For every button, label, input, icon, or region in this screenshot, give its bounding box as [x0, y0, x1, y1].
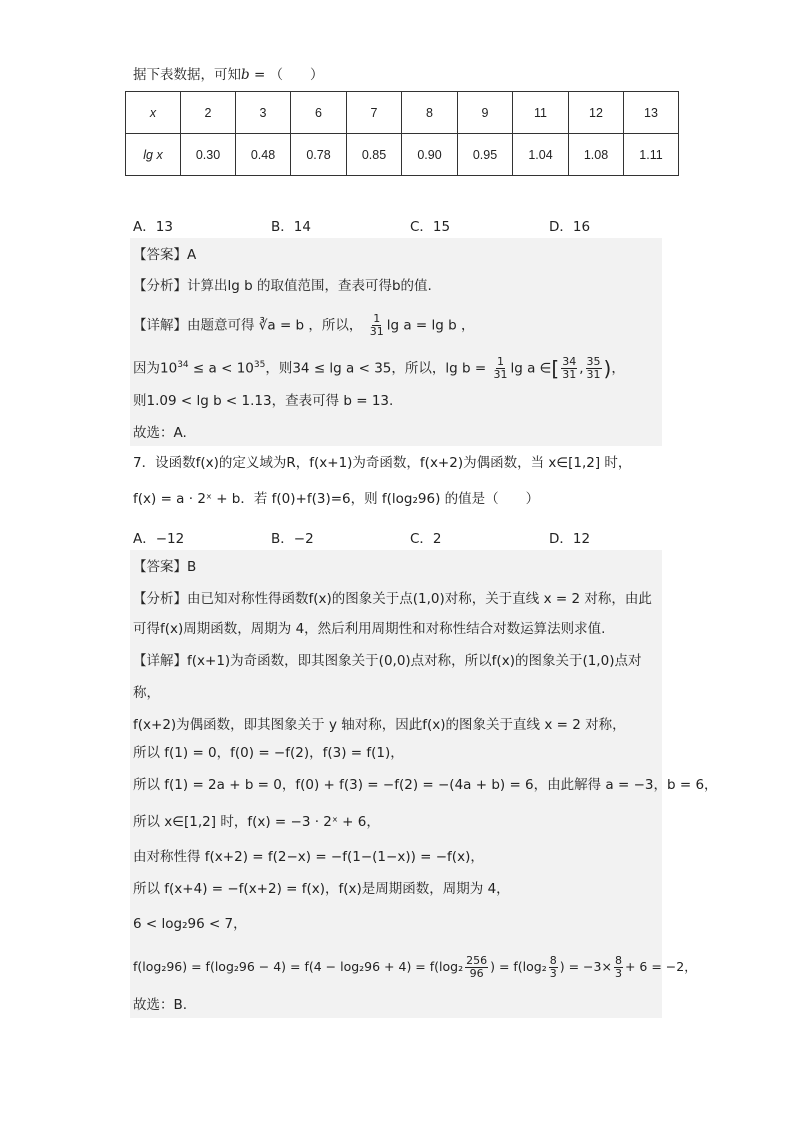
fraction — [465, 955, 488, 980]
q7-option-d: D．12 — [549, 531, 591, 547]
q6-analysis — [133, 277, 432, 295]
table-cell: 13 — [624, 92, 679, 134]
table-cell: lg x — [126, 134, 181, 176]
table-cell: 0.48 — [236, 134, 291, 176]
detail-text: f(x+1)为奇函数，即其图象关于(0,0)点对称，所以f(x)的图象关于(1,0)点对 — [187, 653, 642, 669]
analysis-label: 【分析】 — [133, 278, 187, 294]
q6-detail-2: 因为$10^{34} \le a < 10^{35}$，则34 ≤ lg a < 35，所以，lg b = $\frac{1}{31}$ lg a ∈[ $\frac{34}{31}$ , $\frac{35}{31}$ )， — [133, 355, 625, 381]
exponent: 34 — [177, 360, 189, 370]
detail-text: ，则34 ≤ lg a < 35，所以，lg b = — [265, 360, 487, 377]
detail-label: 【详解】 — [133, 653, 187, 669]
q7-detail-2: f(x+2)为偶函数，即其图象关于 y 轴对称，因此f(x)的图象关于直线 x = 2 对称， — [133, 717, 626, 733]
table-cell: 7 — [347, 92, 402, 134]
detail-text: 因为10 — [133, 360, 178, 377]
q7-detail-6: 由对称性得 f(x+2) = f(2−x) = −f(1−(1−x)) = −f(x)， — [133, 849, 484, 865]
frac-num: 34 — [562, 355, 577, 368]
table-cell: 0.78 — [291, 134, 347, 176]
table-cell: 1.04 — [513, 134, 569, 176]
q7-detail-5: 所以 x∈[1,2] 时，f(x) = −3 · 2ˣ + 6， — [133, 814, 380, 830]
q7-stem-2: f(x) = a · 2ˣ + b．若 f(0)+f(3)=6，则 f(log₂96) 的值是（ ） — [133, 491, 540, 507]
frac-num: 8 — [549, 954, 557, 967]
q6-conclude: 故选：A. — [133, 425, 187, 441]
detail-text: f(log₂96) = f(log₂96 − 4) = f(4 − log₂96 + 4) = f(log₂ — [133, 959, 464, 974]
table-cell: 3 — [236, 92, 291, 134]
q6-detail-1 — [133, 313, 474, 338]
frac-den: 31 — [562, 368, 577, 381]
table-cell: 1.08 — [569, 134, 624, 176]
exponent: 35 — [253, 360, 266, 370]
analysis-text: 计算出lg b 的取值范围，查表可得b的值. — [187, 278, 432, 294]
frac-num: 256 — [466, 954, 488, 967]
detail-text: lg a ∈ — [510, 360, 552, 377]
q7-detail-4: 所以 f(1) = 2a + b = 0，f(0) + f(3) = −f(2) = −(4a + b) = 6，由此解得 a = −3，b = 6， — [133, 777, 718, 793]
detail-text: + 6 = −2， — [624, 959, 697, 974]
q7-answer: 【答案】B — [133, 559, 197, 575]
frac-num: 8 — [614, 954, 622, 967]
frac-num: 1 — [373, 312, 381, 325]
table-cell: 6 — [291, 92, 347, 134]
q6-prompt — [133, 66, 324, 84]
q6-var: b — [241, 67, 250, 83]
bracket-open: [ — [551, 356, 560, 381]
table-cell: 0.30 — [181, 134, 236, 176]
q7-stem-1: 7．设函数f(x)的定义域为R，f(x+1)为奇函数，f(x+2)为偶函数，当 x∈[1,2] 时， — [133, 455, 632, 471]
table-cell: 0.90 — [402, 134, 458, 176]
q7-option-b: B．−2 — [271, 531, 314, 547]
fraction — [614, 955, 623, 980]
q6-option-a: A．13 — [133, 219, 173, 235]
q7-detail-7: 所以 f(x+4) = −f(x+2) = f(x)，f(x)是周期函数，周期为 4， — [133, 881, 510, 897]
table-cell: 1.11 — [624, 134, 679, 176]
analysis-text: 由已知对称性得函数f(x)的图象关于点(1,0)对称，关于直线 x = 2 对称，由此 — [187, 591, 652, 607]
table-cell: 12 — [569, 92, 624, 134]
detail-text: ) = f(log₂ — [490, 959, 547, 974]
q7-conclude: 故选：B. — [133, 997, 188, 1013]
analysis-label: 【分析】 — [133, 591, 187, 607]
frac-den: 96 — [469, 967, 484, 980]
detail-text: ≤ a < 10 — [188, 360, 254, 377]
q7-option-a: A．−12 — [133, 531, 185, 547]
q7-analysis-1 — [133, 590, 652, 608]
table-cell: 11 — [513, 92, 569, 134]
fraction — [549, 955, 558, 980]
detail-text: 由题意可得 ∛a = b ，所以， — [187, 317, 363, 334]
q6-answer: 【答案】A — [133, 247, 197, 263]
q6-solution-panel — [130, 238, 662, 446]
fraction — [586, 356, 602, 381]
q6-blank: = （ ） — [249, 67, 324, 83]
table-cell: 0.85 — [347, 134, 402, 176]
frac-num: 1 — [496, 355, 504, 368]
detail-text: ) = −3× — [559, 959, 612, 974]
fraction — [561, 356, 577, 381]
q7-option-c: C．2 — [410, 531, 442, 547]
q7-detail-8: 6 < log₂96 < 7， — [133, 916, 247, 932]
q6-option-b: B．14 — [271, 219, 311, 235]
frac-num: 35 — [586, 355, 601, 368]
frac-den: 31 — [586, 368, 601, 381]
q6-option-d: D．16 — [549, 219, 591, 235]
fraction — [492, 356, 508, 381]
q7-detail-9 — [133, 955, 697, 980]
frac-den: 3 — [614, 967, 622, 980]
table-cell: 0.95 — [458, 134, 513, 176]
table-cell: 2 — [181, 92, 236, 134]
q6-prompt-text: 据下表数据，可知 — [133, 67, 241, 83]
detail-label: 【详解】 — [133, 317, 187, 334]
fraction — [369, 313, 385, 338]
table-cell: 9 — [458, 92, 513, 134]
table-cell: 8 — [402, 92, 458, 134]
detail-text: lg a = lg b ， — [386, 317, 475, 334]
frac-den: 31 — [369, 325, 384, 338]
table-row-x — [126, 92, 679, 134]
frac-den: 3 — [549, 967, 557, 980]
lg-table — [125, 91, 679, 176]
q6-option-c: C．15 — [410, 219, 451, 235]
q7-detail-1b: 称， — [133, 685, 160, 701]
table-cell: x — [126, 92, 181, 134]
frac-den: 31 — [493, 368, 508, 381]
bracket-close: ) — [603, 356, 612, 381]
q7-detail-3: 所以 f(1) = 0，f(0) = −f(2)，f(3) = f(1)， — [133, 745, 404, 761]
q7-detail-1 — [133, 652, 641, 670]
q6-detail-3: 则1.09 < lg b < 1.13，查表可得 b = 13. — [133, 393, 394, 409]
table-row-lgx — [126, 134, 679, 176]
q7-analysis-2: 可得f(x)周期函数，周期为 4，然后利用周期性和对称性结合对数运算法则求值. — [133, 621, 606, 637]
